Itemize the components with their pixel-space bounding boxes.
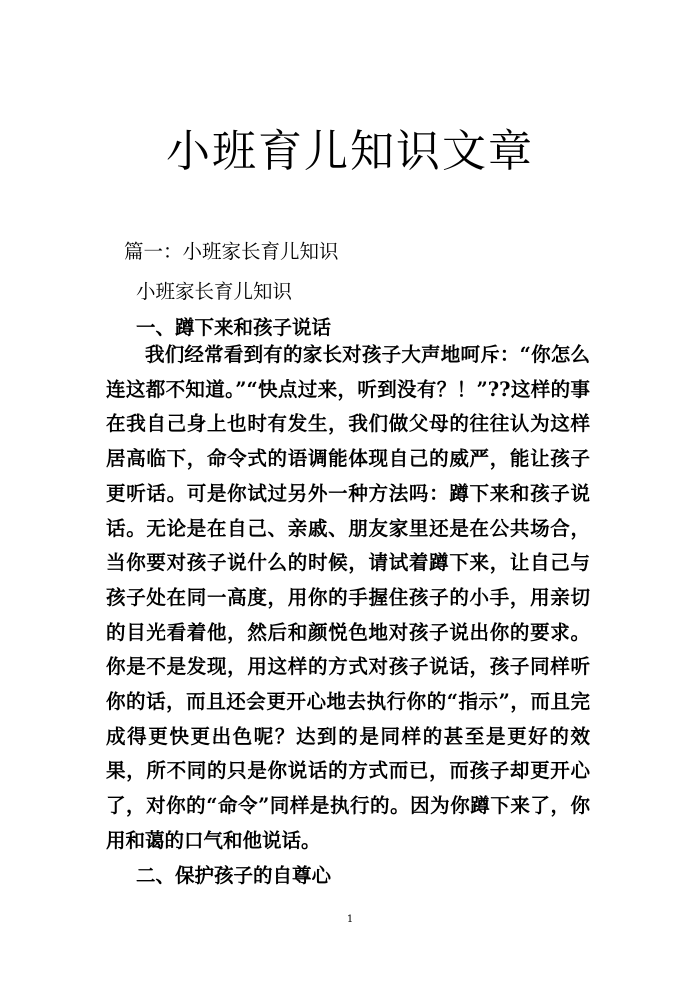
section-heading-2: 二、保护孩子的自尊心: [136, 864, 332, 887]
page-number: 1: [346, 914, 354, 925]
body-paragraph-1: 我们经常看到有的家长对孩子大声地呵斥：“你怎么连这都不知道。”“快点过来，听到没有？！”??这样的事在我自己身上也时有发生，我们做父母的往往认为这样居高临下，命令式的语调能体现自己的威严，能让孩子更听话。可是你试过另外一种方法吗：蹲下来和孩子说话。无论是在自己、亲戚、朋友家里还是在公共场合，当你要对孩子说什么的时候，请试着蹲下来，让自己与孩子处在同一高度，用你的手握住孩子的小手，用亲切的目光看着他，然后和颜悦色地对孩子说出你的要求。你是不是发现，用这样的方式对孩子说话，孩子同样听你的话，而且还会更开心地去执行你的“指示”，而且完成得更快更出色呢？达到的是同样的甚至是更好的效果，所不同的只是你说话的方式而已，而孩子却更开心了，对你的“命令”同样是执行的。因为你蹲下来了，你用和蔼的口气和他说话。: [106, 343, 590, 852]
section-heading-1: 一、蹲下来和孩子说话: [136, 316, 332, 339]
document-title: 小班育儿知识文章: [166, 126, 534, 177]
chapter-heading: 篇一：小班家长育儿知识: [124, 240, 339, 263]
subtitle: 小班家长育儿知识: [136, 280, 293, 303]
